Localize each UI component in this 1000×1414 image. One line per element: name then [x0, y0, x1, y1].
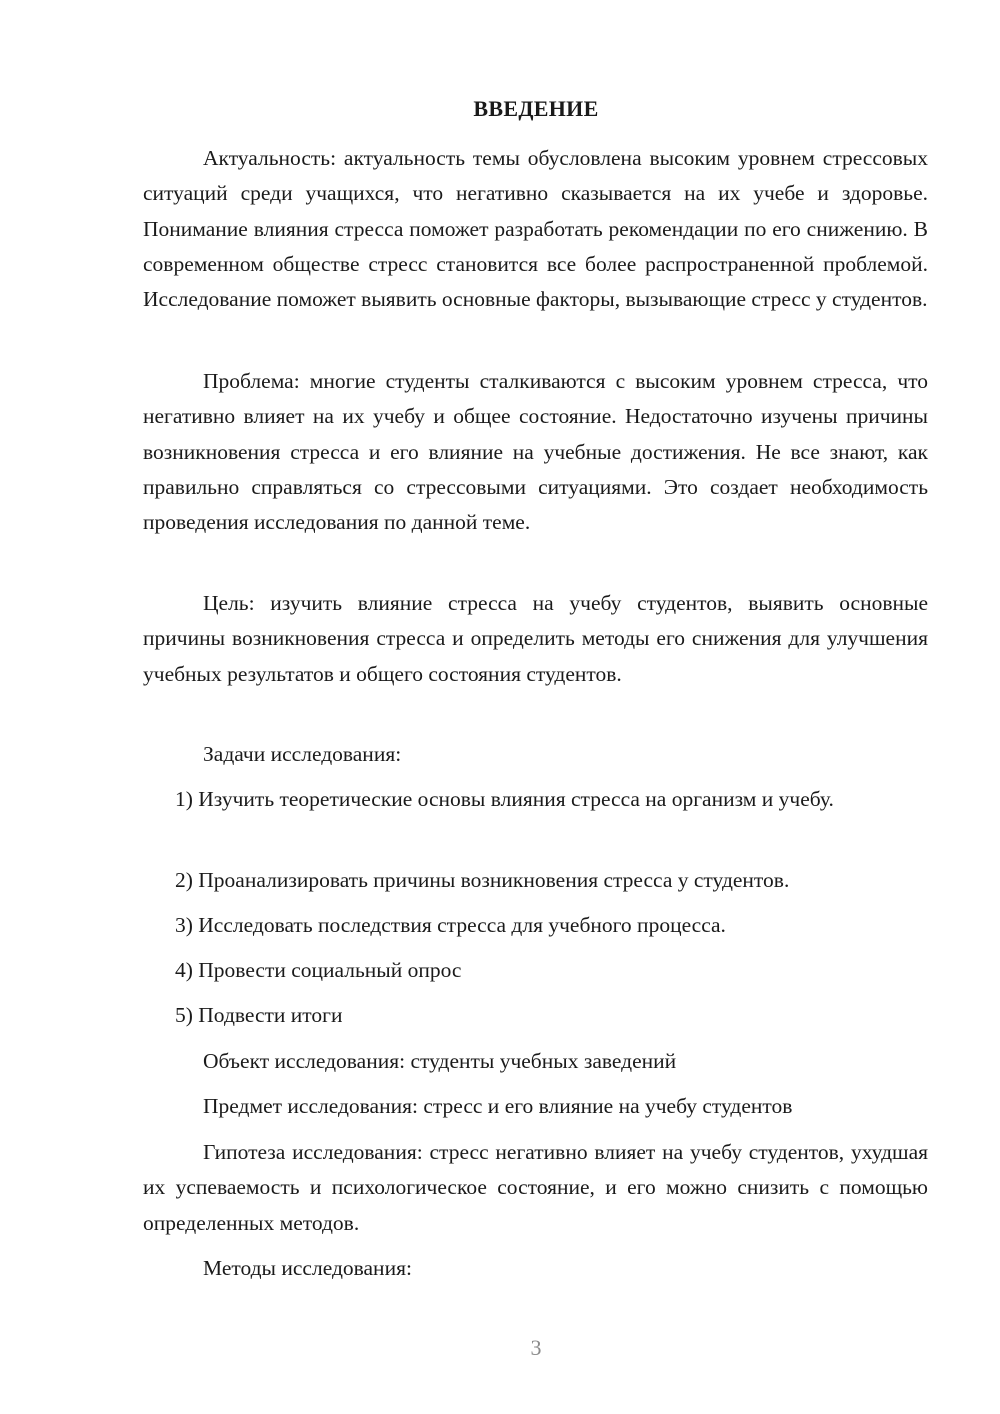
- problem-paragraph: Проблема: многие студенты сталкиваются с высоким уровнем стресса, что негативно влияет на их учебу и общее состояние. Недостаточно изучены причины возникновения стресса и его влияние на учебные достижения. Не все знают, как правильно справляться со стрессовыми ситуациями. Это создает необходимость проведения исследования по данной теме.: [143, 369, 928, 535]
- methods-heading: Методы исследования:: [203, 1256, 412, 1280]
- task-item-2: 2) Проанализировать причины возникновения стресса у студентов.: [175, 868, 790, 892]
- hypothesis-paragraph: Гипотеза исследования: стресс негативно влияет на учебу студентов, ухудшая их успеваемость и психологическое состояние, и его можно снизить с помощью определенных методов.: [143, 1140, 928, 1235]
- goal-paragraph: Цель: изучить влияние стресса на учебу студентов, выявить основные причины возникновения стресса и определить методы его снижения для улучшения учебных результатов и общего состояния студентов.: [143, 591, 928, 686]
- relevance-paragraph: Актуальность: актуальность темы обусловлена высоким уровнем стрессовых ситуаций среди учащихся, что негативно сказывается на их учебе и здоровье. Понимание влияния стресса поможет разработать рекомендации по его снижению. В современном обществе стресс становится все более распространенной проблемой. Исследование поможет выявить основные факторы, вызывающие стресс у студентов.: [143, 146, 928, 312]
- subject-paragraph: Предмет исследования: стресс и его влияние на учебу студентов: [203, 1094, 793, 1118]
- task-item-4: 4) Провести социальный опрос: [175, 958, 462, 982]
- object-paragraph: Объект исследования: студенты учебных заведений: [203, 1049, 677, 1073]
- task-item-5: 5) Подвести итоги: [175, 1003, 343, 1027]
- page-number: 3: [530, 1335, 542, 1360]
- task-item-3: 3) Исследовать последствия стресса для учебного процесса.: [175, 913, 726, 937]
- page-title: ВВЕДЕНИЕ: [473, 96, 599, 121]
- tasks-heading: Задачи исследования:: [203, 742, 402, 766]
- task-item-1: 1) Изучить теоретические основы влияния стресса на организм и учебу.: [175, 787, 834, 811]
